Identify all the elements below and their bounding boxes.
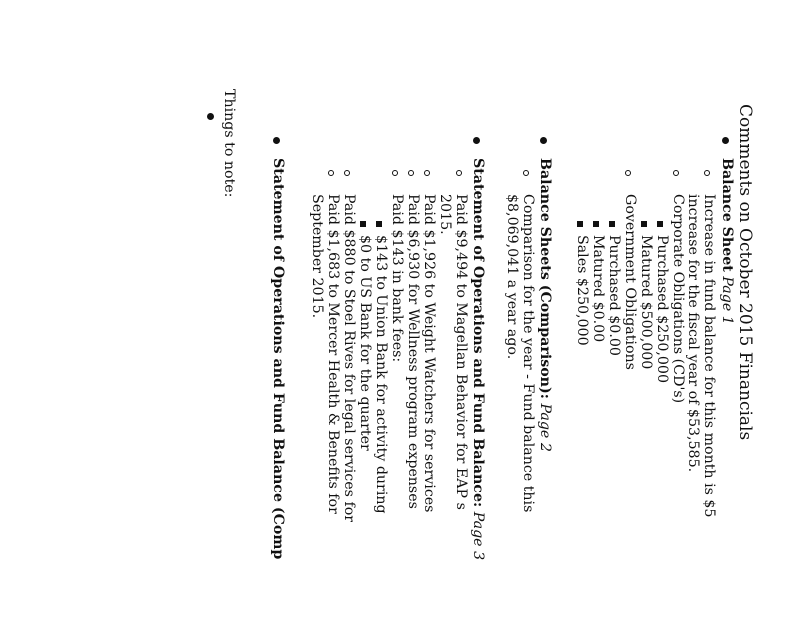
us-bank-line: $0 to US Bank for the quarter [357, 235, 373, 451]
square-bullet-icon [577, 221, 583, 227]
bullet-icon [473, 137, 480, 144]
bullet-icon [207, 113, 214, 120]
square-bullet-icon [657, 221, 663, 227]
gov-sales: Sales $250,000 [574, 235, 590, 346]
gov-purchased: Purchased $0.00 [606, 235, 622, 356]
union-bank-line: $143 to Union Bank for activity during [373, 235, 389, 514]
magellan-line-1: Paid $9,494 to Magellan Behavior for EAP s [453, 194, 469, 510]
balance-sheet-heading [718, 158, 734, 325]
fund-increase-line-1: Increase in fund balance for this month is $5 [701, 194, 717, 518]
corporate-matured: Matured $500,000 [638, 235, 654, 370]
corporate-purchased: Purchased $250,000 [654, 235, 670, 383]
operations-page-ref: Page 3 [470, 511, 486, 561]
stoel-rives-line: Paid $880 to Stoel Rives for legal services for [341, 194, 357, 523]
circle-bullet-icon [523, 170, 529, 176]
circle-bullet-icon [344, 170, 350, 176]
balance-comparison-label: Balance Sheets (Comparison): [537, 158, 553, 399]
balance-comparison-heading [536, 158, 552, 452]
government-obligations: Government Obligations [622, 194, 638, 370]
bullet-icon [540, 137, 547, 144]
mercer-line-1: Paid $1,683 to Mercer Health & Benefits for [325, 194, 341, 514]
magellan-line-2: 2015. [437, 194, 453, 235]
comparison-line-1: Comparison for the year - Fund balance this [520, 194, 536, 513]
balance-comparison-page-ref: Page 2 [537, 403, 553, 452]
circle-bullet-icon [704, 170, 710, 176]
document-title: Comments on October 2015 Financials [735, 104, 755, 441]
circle-bullet-icon [408, 170, 414, 176]
square-bullet-icon [360, 221, 366, 227]
square-bullet-icon [609, 221, 615, 227]
circle-bullet-icon [328, 170, 334, 176]
circle-bullet-icon [424, 170, 430, 176]
fund-increase-line-2: increase for the fiscal year of $53,585. [685, 194, 701, 473]
operations-label: Statement of Operations and Fund Balance: [470, 158, 486, 508]
square-bullet-icon [641, 221, 647, 227]
weight-watchers-line: Paid $1,926 to Weight Watchers for services [421, 194, 437, 513]
wellness-line: Paid $6,930 for Wellness program expenses [405, 194, 421, 509]
operations-heading [469, 158, 485, 560]
balance-sheet-label: Balance Sheet [719, 158, 735, 272]
operations-comparison-heading [269, 158, 285, 559]
bank-fees-line: Paid $143 in bank fees: [389, 194, 405, 363]
bullet-icon [722, 137, 729, 144]
square-bullet-icon [593, 221, 599, 227]
circle-bullet-icon [673, 170, 679, 176]
square-bullet-icon [376, 221, 382, 227]
circle-bullet-icon [392, 170, 398, 176]
mercer-line-2: September 2015. [309, 194, 325, 319]
things-to-note-label: Things to note: [221, 89, 237, 198]
gov-matured: Matured $0.00 [590, 235, 606, 343]
corporate-obligations: Corporate Obligations (CD's) [670, 194, 686, 404]
comparison-line-2: $8,069,041 a year ago. [504, 194, 520, 360]
bullet-icon [273, 137, 280, 144]
circle-bullet-icon [625, 170, 631, 176]
circle-bullet-icon [456, 170, 462, 176]
operations-comparison-label: Statement of Operations and Fund Balance (Comp [270, 158, 286, 560]
balance-sheet-page-ref: Page 1 [719, 276, 735, 325]
